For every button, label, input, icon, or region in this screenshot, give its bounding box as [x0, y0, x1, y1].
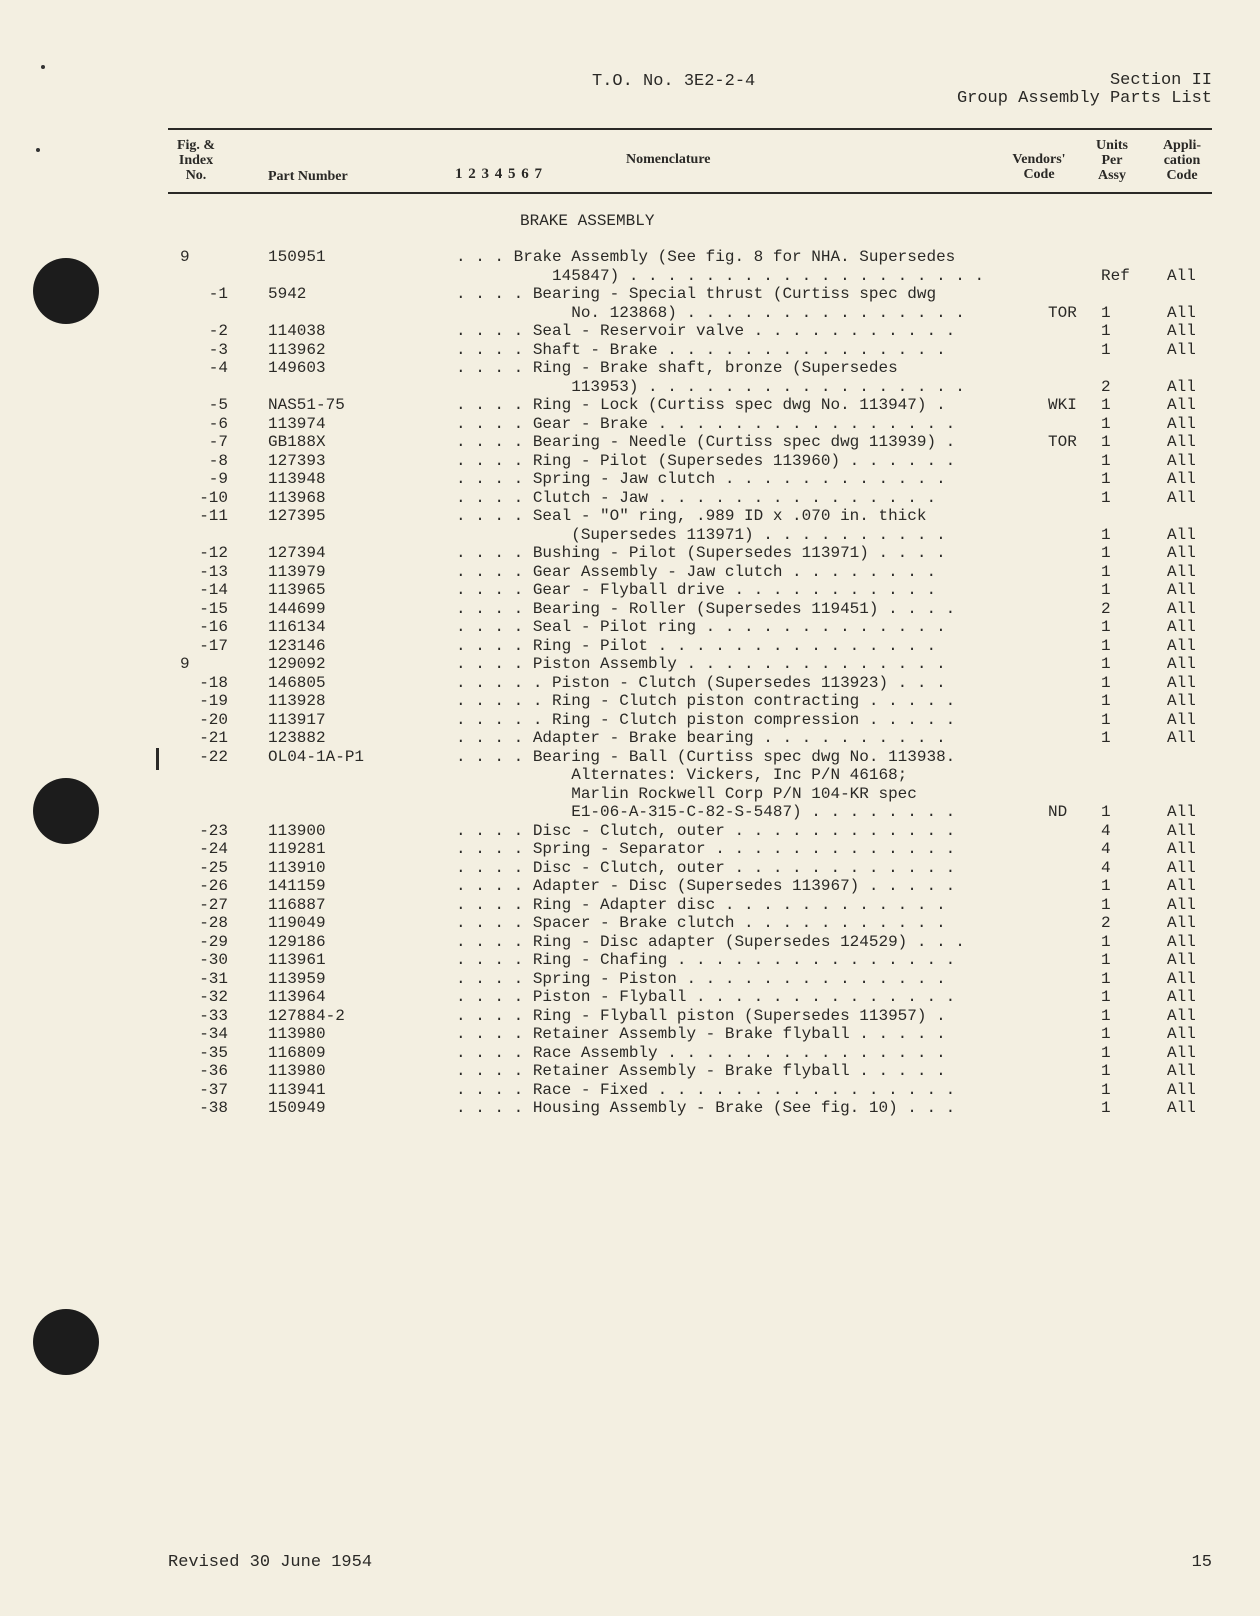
part-number: 129186	[268, 932, 326, 951]
nomenclature: . . . . Ring - Chafing . . . . . . . . . . . . . . .	[456, 951, 956, 969]
paper-speck	[41, 65, 45, 69]
index-number: -7	[208, 433, 228, 451]
application-code: All	[1167, 1099, 1196, 1117]
application-code: All	[1167, 544, 1196, 562]
index-number: -9	[208, 470, 228, 488]
index-number: -13	[199, 562, 228, 581]
units-per-assy: 1	[1101, 451, 1111, 470]
units-per-assy: 1	[1101, 673, 1111, 692]
application-code: All	[1167, 988, 1196, 1006]
index-number: -10	[199, 488, 228, 507]
nomenclature: . . . . Gear - Flyball drive . . . . . . . . . . .	[456, 581, 937, 599]
units-per-assy: 2	[1101, 914, 1111, 932]
nomenclature: . . . . Disc - Clutch, outer . . . . . . . . . . . .	[456, 858, 956, 877]
group-heading: BRAKE ASSEMBLY	[520, 212, 655, 230]
index-number: -30	[199, 951, 228, 969]
index-number: -24	[199, 840, 228, 858]
index-number: -17	[199, 636, 228, 655]
parts-row	[0, 1007, 1260, 1026]
part-number: 127884-2	[268, 1006, 345, 1025]
paper-speck	[36, 148, 40, 152]
application-code: All	[1167, 636, 1196, 655]
index-number: -23	[199, 821, 228, 840]
parts-row	[0, 470, 1260, 489]
index-number: -5	[208, 396, 228, 414]
parts-row	[0, 618, 1260, 637]
nomenclature: . . . . Seal - Reservoir valve . . . . . . . . . . .	[456, 322, 956, 340]
nomenclature: . . . . Piston - Flyball . . . . . . . . . . . . . .	[456, 988, 956, 1006]
col-nomenclature: Nomenclature	[626, 152, 711, 167]
units-per-assy: 1	[1101, 692, 1111, 710]
parts-row	[0, 507, 1260, 526]
vendor-code: TOR	[1048, 433, 1077, 451]
application-code: All	[1167, 821, 1196, 840]
application-code: All	[1167, 969, 1196, 988]
nomenclature: . . . . Adapter - Disc (Supersedes 113967) . . . . .	[456, 877, 956, 895]
units-per-assy: 1	[1101, 1099, 1111, 1117]
index-number: 9	[180, 248, 190, 266]
parts-row	[0, 785, 1260, 804]
part-number: 113900	[268, 821, 326, 840]
units-per-assy: 1	[1101, 1062, 1111, 1080]
nomenclature: . . . . Ring - Brake shaft, bronze (Supersedes	[456, 359, 898, 377]
nomenclature: . . . . Seal - Pilot ring . . . . . . . . . . . . .	[456, 618, 946, 636]
nomenclature: . . . . Spacer - Brake clutch . . . . . . . . . . .	[456, 914, 946, 932]
nomenclature: No. 123868) . . . . . . . . . . . . . . .	[456, 303, 965, 322]
units-per-assy: 1	[1101, 470, 1111, 488]
parts-row	[0, 322, 1260, 341]
parts-row	[0, 248, 1260, 267]
application-code: All	[1167, 618, 1196, 636]
nomenclature: . . . . . Ring - Clutch piston compression . . . . .	[456, 710, 956, 729]
index-number: -11	[199, 507, 228, 525]
part-number: 146805	[268, 673, 326, 692]
nomenclature: (Supersedes 113971) . . . . . . . . . .	[456, 525, 946, 544]
section-label: Section II	[1109, 71, 1212, 90]
part-number: 113979	[268, 562, 326, 581]
nomenclature: . . . . Clutch - Jaw . . . . . . . . . . . . . . .	[456, 488, 937, 507]
units-per-assy: 1	[1101, 877, 1111, 895]
units-per-assy: 1	[1101, 525, 1111, 544]
part-number: 113962	[268, 340, 326, 359]
parts-row	[0, 822, 1260, 841]
index-number: -36	[199, 1062, 228, 1080]
nomenclature: 113953) . . . . . . . . . . . . . . . . .	[456, 377, 965, 396]
units-per-assy: 1	[1101, 322, 1111, 340]
nomenclature: . . . . Spring - Separator . . . . . . . . . . . . .	[456, 840, 956, 858]
header-rule-top	[168, 128, 1212, 130]
parts-row	[0, 285, 1260, 304]
units-per-assy: 1	[1101, 303, 1111, 322]
revision-date: Revised 30 June 1954	[168, 1553, 373, 1572]
index-number: -21	[199, 729, 228, 747]
part-number: 144699	[268, 599, 326, 618]
nomenclature: . . . . Bearing - Ball (Curtiss spec dwg No. 113938.	[456, 747, 956, 766]
units-per-assy: 4	[1101, 821, 1111, 840]
nomenclature: . . . . Retainer Assembly - Brake flyball . . . . .	[456, 1062, 946, 1080]
nomenclature: E1-06-A-315-C-82-S-5487) . . . . . . . .	[456, 803, 956, 821]
parts-row	[0, 415, 1260, 434]
nomenclature: . . . . Ring - Flyball piston (Supersedes 113957) .	[456, 1006, 946, 1025]
parts-row	[0, 1081, 1260, 1100]
parts-row	[0, 914, 1260, 933]
units-per-assy: 1	[1101, 710, 1111, 729]
parts-row	[0, 877, 1260, 896]
nomenclature: . . . Brake Assembly (See fig. 8 for NHA. Supersedes	[456, 248, 956, 266]
parts-row	[0, 544, 1260, 563]
header-rule-bottom	[168, 192, 1212, 194]
application-code: All	[1167, 340, 1196, 359]
page-section-header	[957, 72, 1212, 108]
application-code: All	[1167, 655, 1196, 673]
units-per-assy: 1	[1101, 636, 1111, 655]
parts-row	[0, 581, 1260, 600]
units-per-assy: 1	[1101, 562, 1111, 581]
vendor-code: ND	[1048, 803, 1068, 821]
part-number: 113964	[268, 988, 326, 1006]
parts-row	[0, 674, 1260, 693]
part-number: 113980	[268, 1025, 326, 1043]
nomenclature: . . . . Ring - Pilot (Supersedes 113960) . . . . . .	[456, 451, 956, 470]
units-per-assy: 1	[1101, 1025, 1111, 1043]
index-number: -20	[199, 710, 228, 729]
part-number: 113910	[268, 858, 326, 877]
application-code: All	[1167, 858, 1196, 877]
index-number: -34	[199, 1025, 228, 1043]
part-number: 113961	[268, 951, 326, 969]
part-number: OL04-1A-P1	[268, 747, 365, 766]
nomenclature: . . . . Race Assembly . . . . . . . . . . . . . . .	[456, 1043, 946, 1062]
index-number: -14	[199, 581, 228, 599]
application-code: All	[1167, 266, 1196, 285]
application-code: All	[1167, 414, 1196, 433]
application-code: All	[1167, 1043, 1196, 1062]
parts-row	[0, 729, 1260, 748]
nomenclature: Marlin Rockwell Corp P/N 104-KR spec	[456, 784, 917, 803]
parts-row	[0, 267, 1260, 286]
nomenclature: . . . . Retainer Assembly - Brake flyball . . . . .	[456, 1025, 946, 1043]
application-code: All	[1167, 1025, 1196, 1043]
application-code: All	[1167, 1062, 1196, 1080]
part-number: 123146	[268, 636, 326, 655]
section-title: Group Assembly Parts List	[956, 89, 1212, 108]
parts-list	[0, 248, 1260, 1118]
units-per-assy: 1	[1101, 951, 1111, 969]
part-number: 150949	[268, 1099, 326, 1117]
units-per-assy: 1	[1101, 488, 1111, 507]
application-code: All	[1167, 322, 1196, 340]
application-code: All	[1167, 951, 1196, 969]
application-code: All	[1167, 562, 1196, 581]
units-per-assy: 1	[1101, 988, 1111, 1006]
part-number: 149603	[268, 359, 326, 377]
index-number: -27	[199, 895, 228, 914]
part-number: 113928	[268, 692, 326, 710]
part-number: 127394	[268, 544, 326, 562]
nomenclature: . . . . Bearing - Roller (Supersedes 119451) . . . .	[456, 599, 956, 618]
units-per-assy: 1	[1101, 803, 1111, 821]
parts-row	[0, 988, 1260, 1007]
part-number: 113917	[268, 710, 326, 729]
application-code: All	[1167, 895, 1196, 914]
parts-row	[0, 637, 1260, 656]
parts-row	[0, 840, 1260, 859]
parts-row	[0, 655, 1260, 674]
part-number: 113959	[268, 969, 326, 988]
units-per-assy: 4	[1101, 858, 1111, 877]
part-number: 114038	[268, 322, 326, 340]
parts-row	[0, 748, 1260, 767]
units-per-assy: Ref	[1101, 266, 1130, 285]
nomenclature: . . . . Disc - Clutch, outer . . . . . . . . . . . .	[456, 821, 956, 840]
index-number: -2	[208, 322, 228, 340]
part-number: 119281	[268, 840, 326, 858]
index-number: -37	[199, 1080, 228, 1099]
parts-row	[0, 563, 1260, 582]
index-number: -12	[199, 544, 228, 562]
part-number: 150951	[268, 248, 326, 266]
part-number: 127393	[268, 451, 326, 470]
application-code: All	[1167, 488, 1196, 507]
part-number: 113974	[268, 414, 326, 433]
nomenclature: . . . . Bearing - Special thrust (Curtiss spec dwg	[456, 285, 937, 303]
part-number: 129092	[268, 655, 326, 673]
nomenclature: . . . . Spring - Piston . . . . . . . . . . . . . .	[456, 969, 946, 988]
units-per-assy: 1	[1101, 729, 1111, 747]
nomenclature: 145847) . . . . . . . . . . . . . . . . . . .	[456, 266, 985, 285]
part-number: 113941	[268, 1080, 326, 1099]
units-per-assy: 1	[1101, 396, 1111, 414]
parts-row	[0, 859, 1260, 878]
units-per-assy: 1	[1101, 932, 1111, 951]
nomenclature: . . . . Shaft - Brake . . . . . . . . . . . . . . .	[456, 340, 946, 359]
application-code: All	[1167, 377, 1196, 396]
part-number: 113948	[268, 470, 326, 488]
nomenclature: . . . . Ring - Disc adapter (Supersedes 124529) . . .	[456, 932, 965, 951]
part-number: NAS51-75	[268, 396, 345, 414]
application-code: All	[1167, 433, 1196, 451]
index-number: -18	[199, 673, 228, 692]
application-code: All	[1167, 303, 1196, 322]
units-per-assy: 1	[1101, 618, 1111, 636]
parts-row	[0, 951, 1260, 970]
units-per-assy: 2	[1101, 599, 1111, 618]
application-code: All	[1167, 914, 1196, 932]
parts-row	[0, 433, 1260, 452]
parts-row	[0, 896, 1260, 915]
index-number: -35	[199, 1043, 228, 1062]
application-code: All	[1167, 840, 1196, 858]
part-number: 116887	[268, 895, 326, 914]
index-number: -8	[208, 451, 228, 470]
part-number: 116809	[268, 1043, 326, 1062]
parts-row	[0, 600, 1260, 619]
index-number: -15	[199, 599, 228, 618]
part-number: 5942	[268, 285, 307, 303]
application-code: All	[1167, 877, 1196, 895]
index-number: -29	[199, 932, 228, 951]
nomenclature: . . . . Housing Assembly - Brake (See fig. 10) . . .	[456, 1099, 956, 1117]
index-number: -38	[199, 1099, 228, 1117]
index-number: -28	[199, 914, 228, 932]
application-code: All	[1167, 710, 1196, 729]
nomenclature: . . . . . Piston - Clutch (Supersedes 113923) . . .	[456, 673, 946, 692]
application-code: All	[1167, 470, 1196, 488]
application-code: All	[1167, 599, 1196, 618]
col-levels: 1 2 3 4 5 6 7	[455, 166, 543, 182]
nomenclature: . . . . Piston Assembly . . . . . . . . . . . . . .	[456, 655, 946, 673]
units-per-assy: 1	[1101, 340, 1111, 359]
application-code: All	[1167, 451, 1196, 470]
part-number: GB188X	[268, 433, 326, 451]
units-per-assy: 1	[1101, 969, 1111, 988]
nomenclature: . . . . Gear Assembly - Jaw clutch . . . . . . . .	[456, 562, 937, 581]
nomenclature: . . . . Ring - Pilot . . . . . . . . . . . . . . .	[456, 636, 937, 655]
parts-row	[0, 970, 1260, 989]
parts-row	[0, 526, 1260, 545]
vendor-code: WKI	[1048, 396, 1077, 414]
part-number: 113968	[268, 488, 326, 507]
col-vendors-code: Vendors' Code	[1012, 152, 1066, 182]
index-number: -25	[199, 858, 228, 877]
application-code: All	[1167, 1080, 1196, 1099]
nomenclature: Alternates: Vickers, Inc P/N 46168;	[456, 766, 908, 784]
units-per-assy: 2	[1101, 377, 1111, 396]
units-per-assy: 1	[1101, 433, 1111, 451]
nomenclature: . . . . Race - Fixed . . . . . . . . . . . . . . . .	[456, 1080, 956, 1099]
index-number: -32	[199, 988, 228, 1006]
index-number: -33	[199, 1006, 228, 1025]
index-number: -3	[208, 340, 228, 359]
page-number: 15	[1191, 1553, 1212, 1572]
parts-row	[0, 1099, 1260, 1118]
parts-row	[0, 933, 1260, 952]
parts-row	[0, 378, 1260, 397]
units-per-assy: 1	[1101, 895, 1111, 914]
index-number: -16	[199, 618, 228, 636]
application-code: All	[1167, 932, 1196, 951]
col-part-number: Part Number	[268, 169, 348, 184]
parts-row	[0, 304, 1260, 323]
part-number: 116134	[268, 618, 326, 636]
application-code: All	[1167, 729, 1196, 747]
parts-row	[0, 1044, 1260, 1063]
parts-row	[0, 711, 1260, 730]
units-per-assy: 1	[1101, 1006, 1111, 1025]
col-fig-index: Fig. & Index No.	[176, 138, 216, 183]
application-code: All	[1167, 803, 1196, 821]
application-code: All	[1167, 581, 1196, 599]
index-number: -19	[199, 692, 228, 710]
application-code: All	[1167, 692, 1196, 710]
index-number: -1	[208, 285, 228, 303]
nomenclature: . . . . Bushing - Pilot (Supersedes 113971) . . . .	[456, 544, 946, 562]
units-per-assy: 1	[1101, 655, 1111, 673]
binder-hole-bottom	[33, 1309, 99, 1375]
nomenclature: . . . . Gear - Brake . . . . . . . . . . . . . . . .	[456, 414, 956, 433]
part-number: 127395	[268, 507, 326, 525]
nomenclature: . . . . Spring - Jaw clutch . . . . . . . . . . . .	[456, 470, 946, 488]
index-number: -26	[199, 877, 228, 895]
col-application-code: Appli- cation Code	[1162, 138, 1202, 183]
index-number: -4	[208, 359, 228, 377]
index-number: 9	[180, 655, 190, 673]
parts-row	[0, 341, 1260, 360]
parts-row	[0, 359, 1260, 378]
units-per-assy: 1	[1101, 414, 1111, 433]
part-number: 119049	[268, 914, 326, 932]
nomenclature: . . . . Ring - Lock (Curtiss spec dwg No. 113947) .	[456, 396, 946, 414]
parts-row	[0, 396, 1260, 415]
parts-row	[0, 766, 1260, 785]
units-per-assy: 1	[1101, 1043, 1111, 1062]
col-units-per-assy: Units Per Assy	[1096, 138, 1128, 183]
application-code: All	[1167, 396, 1196, 414]
index-number: -22	[199, 747, 228, 766]
parts-row	[0, 1062, 1260, 1081]
nomenclature: . . . . Bearing - Needle (Curtiss spec dwg 113939) .	[456, 433, 956, 451]
parts-row	[0, 452, 1260, 471]
application-code: All	[1167, 1006, 1196, 1025]
parts-row	[0, 803, 1260, 822]
units-per-assy: 1	[1101, 544, 1111, 562]
units-per-assy: 1	[1101, 1080, 1111, 1099]
units-per-assy: 4	[1101, 840, 1111, 858]
parts-row	[0, 489, 1260, 508]
index-number: -31	[199, 969, 228, 988]
part-number: 113965	[268, 581, 326, 599]
part-number: 113980	[268, 1062, 326, 1080]
index-number: -6	[208, 414, 228, 433]
part-number: 141159	[268, 877, 326, 895]
vendor-code: TOR	[1048, 303, 1077, 322]
nomenclature: . . . . Ring - Adapter disc . . . . . . . . . . . .	[456, 895, 946, 914]
application-code: All	[1167, 673, 1196, 692]
nomenclature: . . . . Adapter - Brake bearing . . . . . . . . . .	[456, 729, 946, 747]
units-per-assy: 1	[1101, 581, 1111, 599]
part-number: 123882	[268, 729, 326, 747]
nomenclature: . . . . . Ring - Clutch piston contracting . . . . .	[456, 692, 956, 710]
technical-order-number: T.O. No. 3E2-2-4	[592, 72, 756, 91]
nomenclature: . . . . Seal - "O" ring, .989 ID x .070 in. thick	[456, 507, 927, 525]
parts-row	[0, 1025, 1260, 1044]
parts-row	[0, 692, 1260, 711]
application-code: All	[1167, 525, 1196, 544]
